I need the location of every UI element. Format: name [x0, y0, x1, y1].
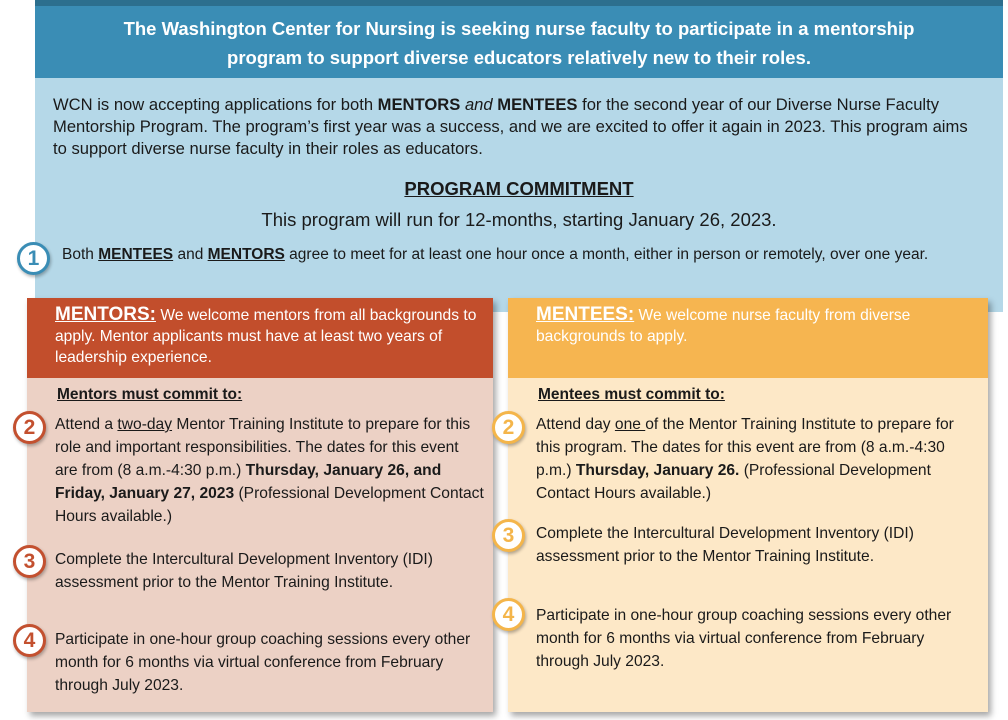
mentor-item-2 [55, 413, 485, 528]
step-1-mentors: MENTORS [207, 246, 285, 263]
mentee-item-3: Complete the Intercultural Development Inventory (IDI) assessment prior to the Mentor Training Institute. [536, 525, 914, 565]
mentor-item-2-bold: Thursday, January 26, and Friday, January 27, 2023 [55, 462, 442, 502]
mentees-description: We welcome nurse faculty from diverse backgrounds to apply. [536, 307, 911, 345]
page-header [35, 6, 1003, 78]
header-line-2: program to support diverse educators relatively new to their roles. [227, 47, 811, 68]
mentor-item-4: Participate in one-hour group coaching sessions every other month for 6 months via virtual conference from February through July 2023. [55, 631, 471, 694]
mentee-badge-3: 3 [492, 519, 525, 552]
mentor-item-2-pre: Attend a [55, 416, 118, 433]
step-1-post: agree to meet for at least one hour once a month, either in person or remotely, over one year. [284, 246, 929, 263]
mentee-item-2-mid: of the Mentor Training Institute to prepare for this program. The dates for this event are from (8 a.m.-4:30 p.m.) [536, 416, 954, 479]
step-1-mentees: MENTEES [98, 246, 174, 263]
intro-part-2: for the second year of our Diverse Nurse Faculty Mentorship Program. The program’s first year was a success, and we are excited to offer it again in 2023. This program aims to support diverse nurse faculty in their roles as educators. [53, 95, 968, 158]
mentees-column [508, 298, 988, 712]
program-commitment-subtitle: This program will run for 12-months, starting January 26, 2023. [261, 209, 777, 230]
mentors-column [27, 298, 493, 712]
mentors-description: We welcome mentors from all backgrounds to apply. Mentor applicants must have at least two years of leadership experience. [55, 307, 477, 366]
mentor-item-2-underline: two-day [117, 416, 173, 433]
program-commitment-title: PROGRAM COMMITMENT [404, 178, 634, 199]
mentee-item-2-post: (Professional Development Contact Hours available.) [536, 462, 931, 502]
step-1-text [62, 244, 942, 266]
mentor-item-3: Complete the Intercultural Development Inventory (IDI) assessment prior to the Mentor Training Institute. [55, 551, 433, 591]
info-panel [35, 78, 1003, 312]
step-1-pre: Both [62, 246, 99, 263]
header-line-1: The Washington Center for Nursing is seeking nurse faculty to participate in a mentorship [123, 18, 915, 39]
step-1-badge: 1 [17, 242, 50, 275]
mentee-badge-2: 2 [492, 411, 525, 444]
mentees-heading: MENTEES: [536, 304, 635, 325]
mentors-header [27, 298, 493, 378]
mentee-badge-4: 4 [492, 598, 525, 631]
mentee-item-2-underline: one [614, 416, 646, 433]
mentees-commit-label: Mentees must commit to: [538, 386, 725, 403]
mentee-item-2-pre: Attend day [536, 416, 615, 433]
intro-mentees: MENTEES [497, 95, 578, 114]
mentor-item-2-post: (Professional Development Contact Hours available.) [55, 485, 484, 525]
mentor-badge-3: 3 [13, 545, 46, 578]
mentor-badge-4: 4 [13, 624, 46, 657]
mentee-item-4: Participate in one-hour group coaching sessions every other month for 6 months via virtual conference from February through July 2023. [536, 607, 952, 670]
mentors-commit-label: Mentors must commit to: [57, 386, 243, 403]
intro-and: and [464, 95, 493, 114]
intro-part-1: WCN is now accepting applications for both [53, 95, 378, 114]
mentee-item-2 [536, 413, 976, 505]
mentor-item-2-mid: Mentor Training Institute to prepare for this role and important responsibilities. The dates for this event are from (8 a.m.-4:30 p.m.) [55, 416, 471, 479]
step-1-and: and [173, 246, 208, 263]
mentors-heading: MENTORS: [55, 304, 156, 325]
intro-paragraph [53, 94, 973, 160]
mentor-badge-2: 2 [13, 411, 46, 444]
mentee-item-2-bold: Thursday, January 26. [575, 462, 740, 479]
mentees-header [508, 298, 988, 378]
intro-mentors: MENTORS [377, 95, 461, 114]
